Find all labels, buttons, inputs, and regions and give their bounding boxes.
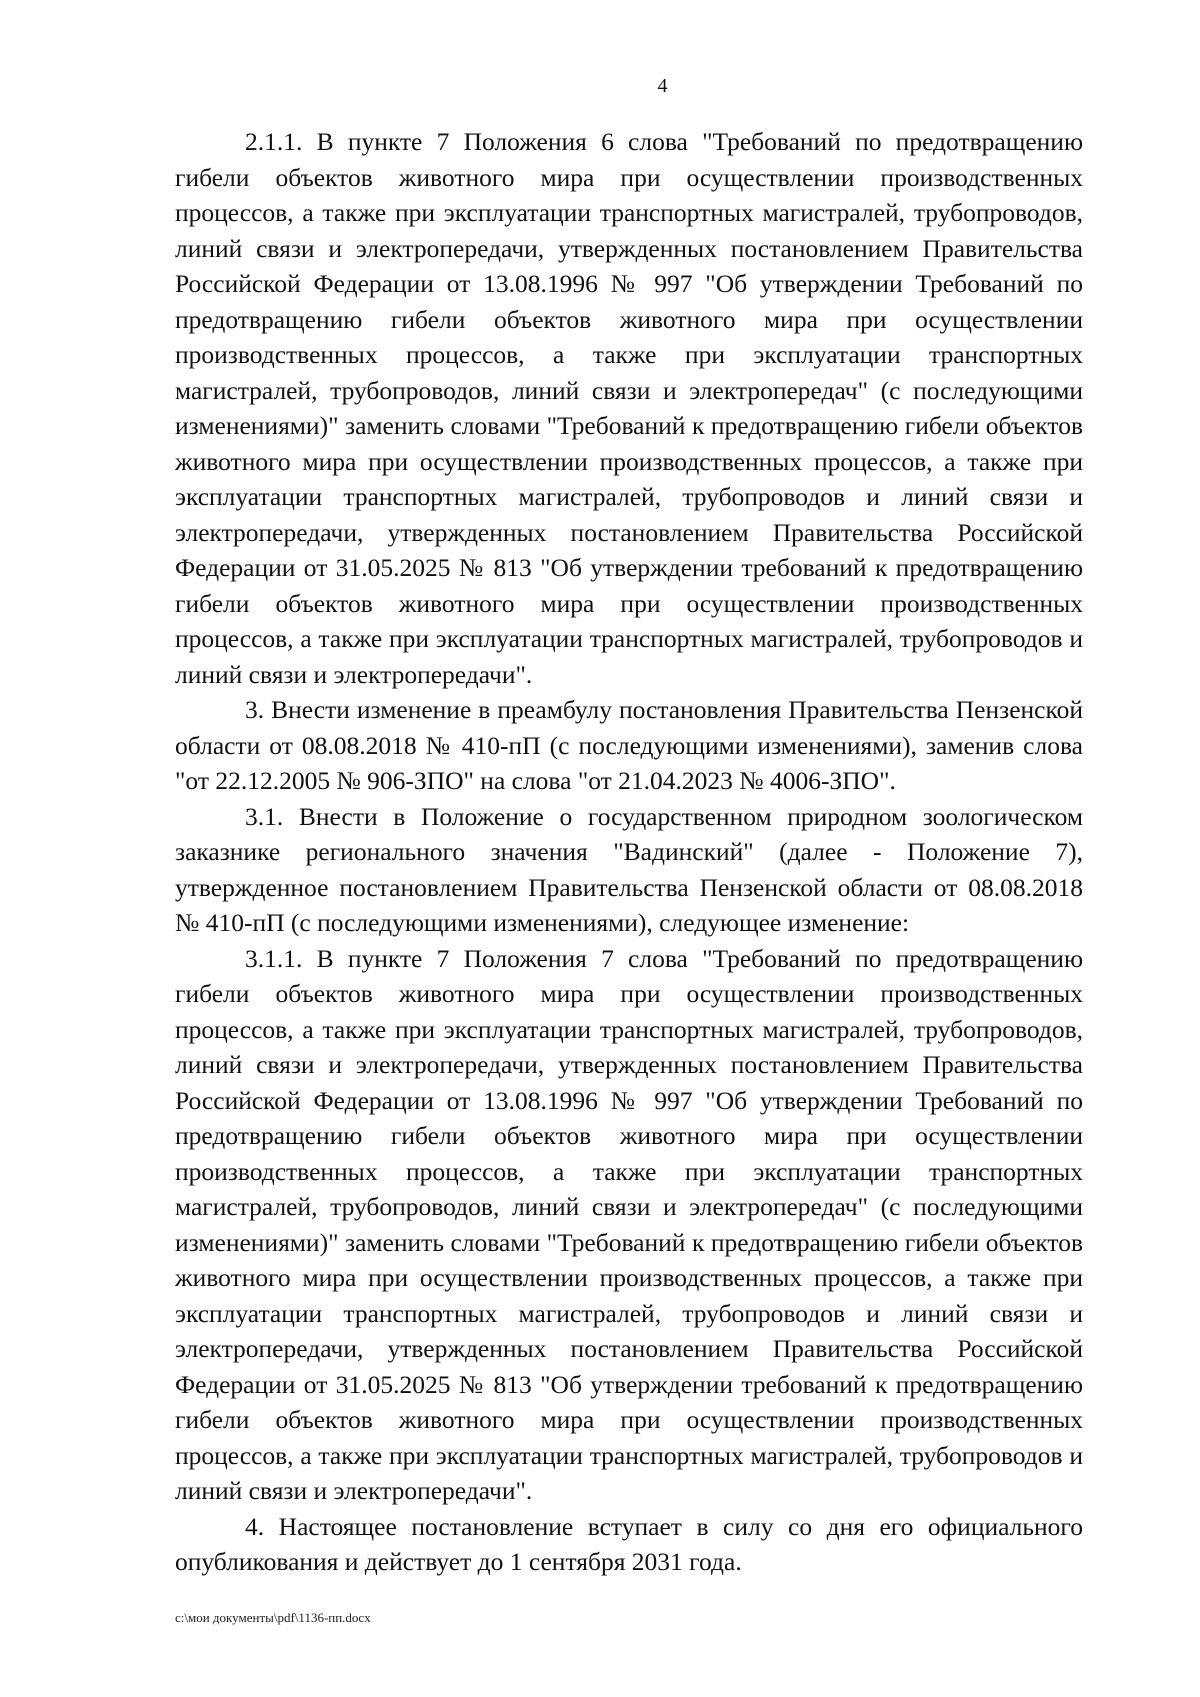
footer-file-path: c:\мои документы\pdf\1136-пп.docx xyxy=(175,1610,371,1625)
paragraph-3-1: 3.1. Внести в Положение о государственном природном зоологическом заказнике регионального значения "Вадинский" (далее - Положение 7), утвержденное постановлением Правительства Пензенской области от 08.08.2018 № 410-пП (с последующими изменениями), следующее изменение: xyxy=(175,801,1083,937)
paragraph-3: 3. Внести изменение в преамбулу постановления Правительства Пензенской области от 08.08.2018 № 410-пП (с последующими изменениями), заменив слова "от 22.12.2005 № 906-ЗПО" на слова "от 21.04.2023 № 4006-ЗПО". xyxy=(175,695,1083,795)
paragraph-3-1-1: 3.1.1. В пункте 7 Положения 7 слова "Требований по предотвращению гибели объектов животного мира при осуществлении производственных процессов, а также при эксплуатации транспортных магистралей, трубопроводов, линий связи и электропередачи, утвержденных постановлением Правительства Российской Федерации от 13.08.1996 № 997 "Об утверждении Требований по предотвращению гибели объектов животного мира при осуществлении производственных процессов, а также при эксплуатации транспортных магистралей, трубопроводов, линий связи и электропередач" (с последующими изменениями)" заменить словами "Требований к предотвращению гибели объектов животного мира при осуществлении производственных процессов, а также при эксплуатации транспортных магистралей, трубопроводов и линий связи и электропередачи, утвержденных постановлением Правительства Российской Федерации от 31.05.2025 № 813 "Об утверждении требований к предотвращению гибели объектов животного мира при осуществлении производственных процессов, а также при эксплуатации транспортных магистралей, трубопроводов и линий связи и электропередачи". xyxy=(175,943,1083,1505)
paragraph-4: 4. Настоящее постановление вступает в силу со дня его официального опубликования и действует до 1 сентября 2031 года. xyxy=(175,1511,1083,1576)
paragraph-2-1-1: 2.1.1. В пункте 7 Положения 6 слова "Требований по предотвращению гибели объектов животного мира при осуществлении производственных процессов, а также при эксплуатации транспортных магистралей, трубопроводов, линий связи и электропередачи, утвержденных постановлением Правительства Российской Федерации от 13.08.1996 № 997 "Об утверждении Требований по предотвращению гибели объектов животного мира при осуществлении производственных процессов, а также при эксплуатации транспортных магистралей, трубопроводов, линий связи и электропередач" (с последующими изменениями)" заменить словами "Требований к предотвращению гибели объектов животного мира при осуществлении производственных процессов, а также при эксплуатации транспортных магистралей, трубопроводов и линий связи и электропередачи, утвержденных постановлением Правительства Российской Федерации от 31.05.2025 № 813 "Об утверждении требований к предотвращению гибели объектов животного мира при осуществлении производственных процессов, а также при эксплуатации транспортных магистралей, трубопроводов и линий связи и электропередачи". xyxy=(175,127,1083,689)
document-body xyxy=(175,124,1083,1580)
page-number: 4 xyxy=(657,75,668,97)
